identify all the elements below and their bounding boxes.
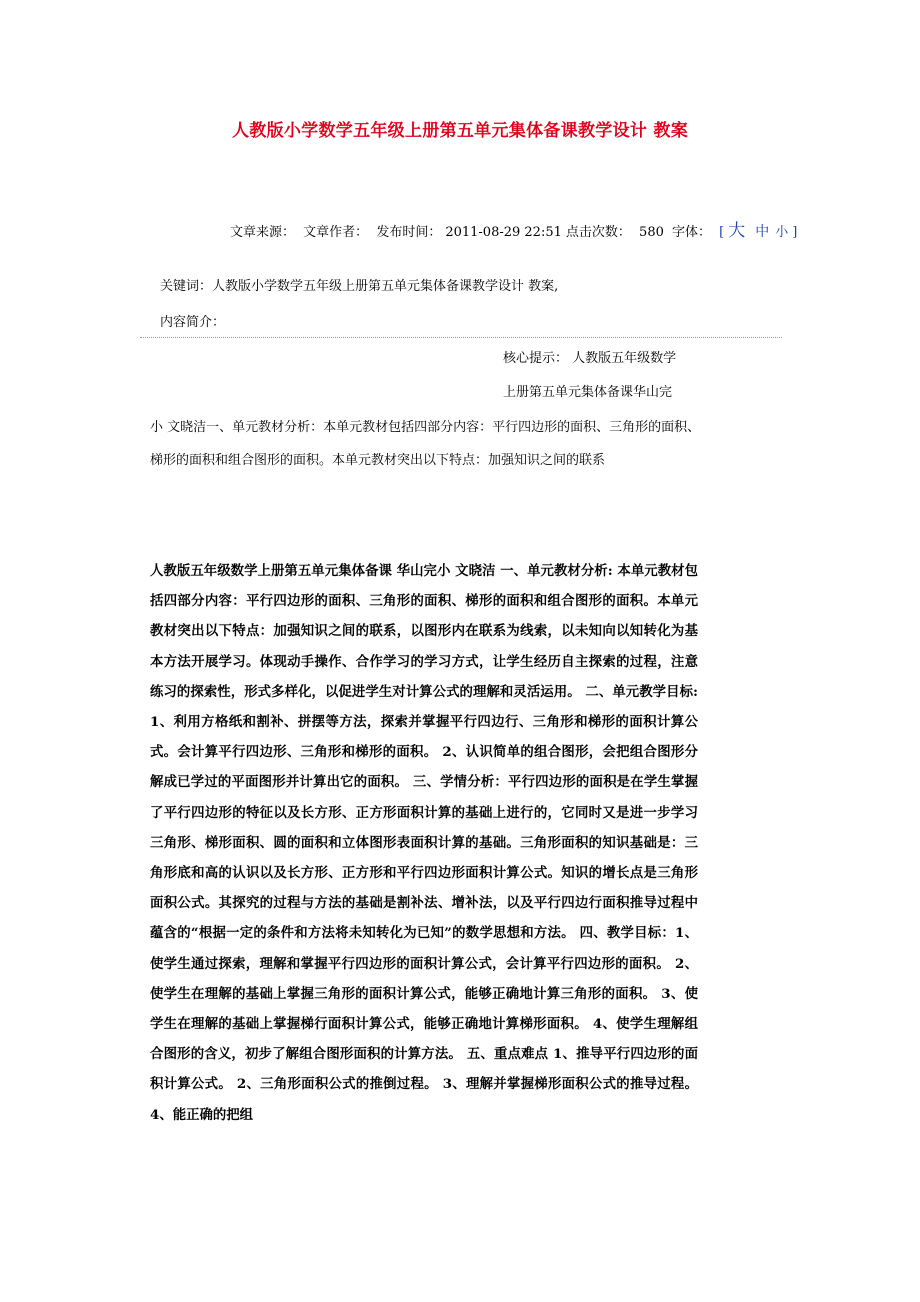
intro-label: 内容简介： bbox=[160, 315, 226, 330]
author-label: 文章作者： bbox=[303, 225, 369, 240]
click-count: 580 bbox=[639, 225, 664, 240]
font-size-small-link[interactable]: 小 bbox=[775, 225, 789, 240]
core-hint-line-2: 上册第五单元集体备课华山完 bbox=[503, 385, 673, 400]
summary-text: 小 文晓洁一、单元教材分析：本单元教材包括四部分内容：平行四边形的面积、三角形的面积、梯形的面积和组合图形的面积。本单元教材突出以下特点：加强知识之间的联系 bbox=[150, 420, 701, 468]
keywords-line bbox=[160, 275, 558, 294]
article-meta bbox=[230, 216, 805, 241]
article-title: 人教版小学数学五年级上册第五单元集体备课教学设计 教案 bbox=[231, 121, 689, 141]
publish-label: 发布时间： bbox=[376, 225, 442, 240]
dotted-divider bbox=[140, 337, 782, 338]
font-size-medium-link[interactable]: 中 bbox=[755, 224, 770, 240]
article-body bbox=[150, 556, 698, 1130]
bracket-close: ] bbox=[792, 225, 798, 240]
publish-time: 2011-08-29 22:51 bbox=[445, 225, 562, 240]
font-size-label: 字体： bbox=[672, 225, 712, 240]
keywords-text: 人教版小学数学五年级上册第五单元集体备课教学设计 教案, bbox=[212, 279, 559, 294]
core-hint-line-1: 核心提示： 人教版五年级数学 bbox=[503, 351, 677, 366]
keywords-label: 关键词： bbox=[160, 279, 213, 294]
font-size-large-link[interactable]: 大 bbox=[728, 221, 746, 241]
body-paragraph: 人教版五年级数学上册第五单元集体备课 华山完小 文晓洁 一、单元教材分析: 本单元教材包括四部分内容：平行四边形的面积、三角形的面积、梯形的面积和组合图形的面积。本单元教材突出以下特点：加强知识之间的联系，以图形内在联系为线索，以未知向以知转化为基本方法开展学习。体现动手操作、合作学习的学习方式，让学生经历自主探索的过程，注意练习的探索性，形式多样化，以促进学生对计算公式的理解和灵活运用。 二、单元教学目标: 1、利用方格纸和割补、拼摆等方法，探索并掌握平行四边行、三角形和梯形的面积计算公式。会计算平行四边形、三角形和梯形的面积。 2、认识简单的组合图形，会把组合图形分解成已学过的平面图形并计算出它的面积。 三、学情分析：平行四边形的面积是在学生掌握了平行四边形的特征以及长方形、正方形面积计算的基础上进行的，它同时又是进一步学习三角形、梯形面积、圆的面积和立体图形表面积计算的基础。三角形面积的知识基础是：三角形底和高的认识以及长方形、正方形和平行四边形面积计算公式。知识的增长点是三角形面积公式。其探究的过程与方法的基础是割补法、增补法，以及平行四边行面积推导过程中蕴含的“根据一定的条件和方法将未知转化为已知”的数学思想和方法。 四、教学目标：1、使学生通过探索，理解和掌握平行四边形的面积计算公式，会计算平行四边形的面积。 2、使学生在理解的基础上掌握三角形的面积计算公式，能够正确地计算三角形的面积。 3、使学生在理解的基础上掌握梯行面积计算公式，能够正确地计算梯形面积。 4、使学生理解组合图形的含义，初步了解组合图形面积的计算方法。 五、重点难点 1、推导平行四边形的面积计算公式。 2、三角形面积公式的推倒过程。 3、理解并掌握梯形面积公式的推导过程。 4、能正确的把组 bbox=[150, 563, 698, 1123]
bracket-open: [ bbox=[719, 225, 725, 240]
font-size-switcher bbox=[719, 221, 801, 241]
clicks-label: 点击次数： bbox=[565, 225, 631, 240]
source-label: 文章来源： bbox=[230, 225, 296, 240]
